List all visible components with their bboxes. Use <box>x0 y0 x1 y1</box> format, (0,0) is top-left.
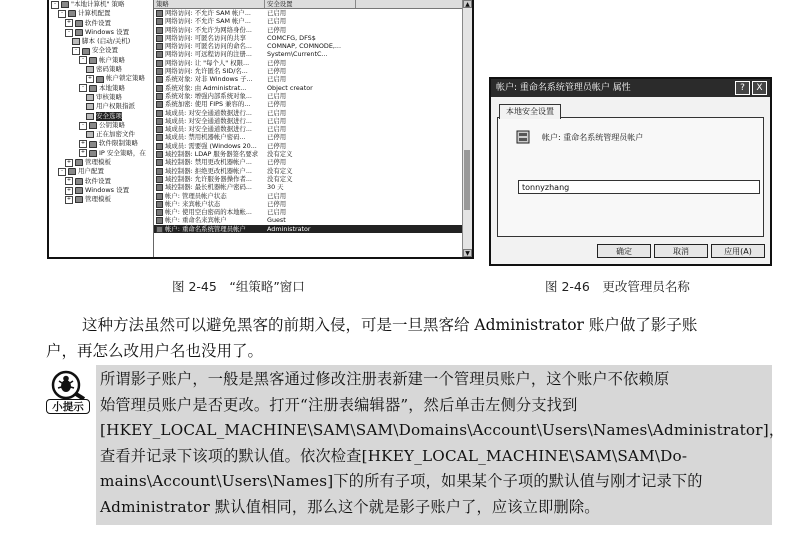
policy-setting: 没有定义 <box>267 166 293 175</box>
policy-name: 域成员: 对安全通道数据进行... <box>165 116 252 125</box>
tree-node[interactable] <box>49 46 153 55</box>
policy-setting: 已停用 <box>267 141 287 150</box>
policy-setting: 已停用 <box>267 58 287 67</box>
policy-item-icon <box>156 184 163 191</box>
policy-item-icon <box>156 76 163 83</box>
tree-node-label: 脚本 (启动/关机) <box>82 37 131 46</box>
policy-row[interactable] <box>154 34 462 42</box>
policy-node-icon <box>86 94 94 101</box>
policy-row[interactable] <box>154 192 462 200</box>
policy-name: 帐户: 重命名来宾帐户 <box>165 216 227 225</box>
policy-setting: 已停用 <box>267 133 287 142</box>
policy-item-icon <box>156 85 163 92</box>
policy-node-icon <box>86 113 94 120</box>
tip-badge: 小提示 <box>46 399 90 414</box>
policy-item-icon <box>156 10 163 17</box>
policy-row[interactable] <box>154 17 462 25</box>
paragraph-line-2: 户，再怎么改用户名也没用了。 <box>46 342 264 360</box>
policy-item-icon <box>156 143 163 150</box>
policy-item-icon <box>156 193 163 200</box>
policy-row[interactable] <box>154 117 462 125</box>
policy-row[interactable] <box>154 92 462 100</box>
policy-item-icon <box>156 101 163 108</box>
folder-icon <box>89 85 97 92</box>
tip-line: 查看并记录下该项的默认值。依次检查[HKEY_LOCAL_MACHINE\SAM\SAM\Do- <box>100 446 688 465</box>
policy-name: 帐户: 使用空白密码的本地帐... <box>165 208 252 217</box>
policy-setting: 已启用 <box>267 208 287 217</box>
tree-node-label: Windows 设置 <box>85 185 130 194</box>
policy-item-icon <box>156 159 163 166</box>
scroll-up-icon[interactable]: ▲ <box>463 0 472 8</box>
tree-node-label: 软件设置 <box>85 18 111 27</box>
collapse-icon[interactable]: - <box>79 56 87 64</box>
folder-icon <box>68 168 76 175</box>
policy-row[interactable] <box>154 133 462 141</box>
policy-setting: 已停用 <box>267 100 287 109</box>
tree-node[interactable] <box>49 28 153 37</box>
policy-list[interactable] <box>154 0 462 257</box>
policy-row[interactable] <box>154 84 462 92</box>
tree-node-label: 计算机配置 <box>78 9 111 18</box>
tree-node-label: 管理模板 <box>85 158 111 167</box>
tree-node[interactable] <box>49 121 153 130</box>
dialog-title: 帐户: 重命名系统管理员帐户 属性 <box>496 83 631 93</box>
tree-node-label: 审核策略 <box>96 92 122 101</box>
folder-icon <box>61 1 69 8</box>
policy-row[interactable] <box>154 167 462 175</box>
policy-item-icon <box>156 176 163 183</box>
policy-setting: 已启用 <box>267 191 287 200</box>
policy-row[interactable] <box>154 59 462 67</box>
policy-setting: 已启用 <box>267 75 287 84</box>
policy-item-icon <box>156 209 163 216</box>
tree-node[interactable] <box>49 9 153 18</box>
policy-node-icon <box>86 131 94 138</box>
policy-item-icon <box>156 18 163 25</box>
tree-node[interactable] <box>49 102 153 111</box>
vertical-scrollbar[interactable] <box>462 0 472 257</box>
admin-name-input[interactable]: tonnyzhang <box>518 180 760 194</box>
cancel-button[interactable]: 取消 <box>654 244 708 258</box>
tree-node[interactable] <box>49 139 153 148</box>
tree-node-label: 本地策略 <box>99 83 125 92</box>
policy-setting: 已启用 <box>267 91 287 100</box>
policy-setting: 已停用 <box>267 158 287 167</box>
tree-node[interactable] <box>49 112 153 121</box>
folder-icon <box>75 196 83 203</box>
collapse-icon[interactable]: - <box>58 10 66 18</box>
folder-icon <box>89 57 97 64</box>
policy-setting: System\CurrentC... <box>267 50 328 59</box>
policy-name: 帐户: 来宾帐户状态 <box>165 199 221 208</box>
policy-item-icon <box>156 168 163 175</box>
tree-node-label: 密码策略 <box>96 65 122 74</box>
policy-name: 网络访问: 不允许 SAM 帐户... <box>165 17 251 26</box>
policy-name: 网络访问: 允许匿名 SID/名... <box>165 67 248 76</box>
policy-setting: 已启用 <box>267 9 287 17</box>
policy-name: 网络访问: 可匿名访问的命名... <box>165 42 252 51</box>
tree-node[interactable] <box>49 56 153 65</box>
tree-node[interactable] <box>49 93 153 102</box>
column-header-setting[interactable]: 安全设置 <box>265 0 356 8</box>
policy-name: 网络访问: 不允许 SAM 帐户... <box>165 9 251 17</box>
policy-row[interactable] <box>154 150 462 158</box>
folder-icon <box>89 141 97 148</box>
expand-icon[interactable]: + <box>66 158 72 165</box>
tree-node[interactable] <box>49 74 153 83</box>
policy-row[interactable] <box>154 183 462 191</box>
policy-name: 域控制器: 最长机器帐户密码... <box>165 183 252 192</box>
tree-node[interactable] <box>49 0 153 9</box>
tree-node-label: 安全设置 <box>92 46 118 55</box>
tree-node[interactable] <box>49 195 153 204</box>
tree-node-label: 用户配置 <box>78 167 104 176</box>
policy-item-icon <box>156 27 163 34</box>
policy-setting: Administrator <box>267 224 311 233</box>
tree-node[interactable] <box>49 177 153 186</box>
expand-icon[interactable]: + <box>66 195 72 202</box>
policy-setting: Guest <box>267 216 286 225</box>
policy-setting: 已启用 <box>267 125 287 134</box>
rename-admin-dialog <box>489 77 772 266</box>
help-button[interactable]: ? <box>735 81 750 95</box>
policy-name: 网络访问: 让 "每个人" 权限... <box>165 58 250 67</box>
policy-setting: 已启用 <box>267 17 287 26</box>
apply-button[interactable]: 应用(A) <box>711 244 765 258</box>
tree-node-label: Windows 设置 <box>85 27 130 36</box>
policy-setting: 已停用 <box>267 199 287 208</box>
policy-name: 域成员: 对安全通道数据进行... <box>165 125 252 134</box>
policy-item-icon <box>156 93 163 100</box>
policy-row[interactable] <box>154 175 462 183</box>
policy-row[interactable] <box>154 50 462 58</box>
policy-name: 系统加密: 使用 FIPS 兼容的... <box>165 100 251 109</box>
tree-node-label: 软件设置 <box>85 176 111 185</box>
paragraph-line-1: 这种方法虽然可以避免黑客的前期入侵，可是一旦黑客给 Administrator 账户做了影子账 <box>82 316 698 334</box>
tree-node[interactable] <box>49 149 153 158</box>
folder-icon <box>75 187 83 194</box>
policy-name: 域控制器: 允许服务器操作者... <box>165 174 252 183</box>
policy-item-icon <box>156 201 163 208</box>
folder-icon <box>89 150 97 157</box>
policy-name: 域成员: 禁用机器帐户密码... <box>165 133 246 142</box>
folder-icon <box>68 10 76 17</box>
tree-node[interactable] <box>49 19 153 28</box>
collapse-icon[interactable]: - <box>79 84 87 92</box>
policy-setting: Object creator <box>267 83 313 92</box>
policy-name: 域成员: 对安全通道数据进行... <box>165 108 252 117</box>
collapse-icon[interactable]: - <box>65 29 73 37</box>
tree-node-label: 帐户锁定策略 <box>106 74 145 83</box>
policy-item-icon <box>156 126 163 133</box>
policy-list-header <box>154 0 462 9</box>
tree-node-label: 正在加密文件 <box>96 130 135 139</box>
policy-row[interactable] <box>154 208 462 216</box>
tree-node-label: 帐户策略 <box>99 55 125 64</box>
policy-setting: 没有定义 <box>267 150 293 159</box>
policy-item-icon <box>156 134 163 141</box>
policy-name: 系统对象: 对非 Windows 子... <box>165 75 253 84</box>
expand-icon[interactable]: + <box>80 149 86 156</box>
account-label: 帐户: 重命名系统管理员帐户 <box>542 133 644 142</box>
tree-node-label: 安全选项 <box>96 111 122 120</box>
folder-icon <box>75 20 83 27</box>
policy-name: 网络访问: 可远程访问的注册... <box>165 50 252 59</box>
tree-node-label: 用户权限指派 <box>96 102 135 111</box>
policy-row[interactable] <box>154 9 462 17</box>
policy-item-icon <box>156 60 163 67</box>
tab-local-security-setting[interactable]: 本地安全设置 <box>499 104 561 119</box>
collapse-icon[interactable]: - <box>58 168 66 176</box>
expand-icon[interactable]: + <box>87 75 93 82</box>
dialog-title-bar <box>491 79 770 97</box>
tree-node[interactable] <box>49 167 153 176</box>
collapse-icon[interactable]: - <box>51 1 59 9</box>
tree-node[interactable] <box>49 158 153 167</box>
policy-icon <box>516 130 530 144</box>
tip-line: mains\Account\Users\Names]下的所有子项，如果某个子项的默认值与刚才记录下的 <box>100 472 703 491</box>
policy-name: 域控制器: 拒绝更改机器帐户... <box>165 166 252 175</box>
folder-icon <box>75 29 83 36</box>
policy-item-icon <box>156 118 163 125</box>
tree-node[interactable] <box>49 65 153 74</box>
policy-name: 帐户: 重命名系统管理员帐户 <box>165 224 246 233</box>
collapse-icon[interactable]: - <box>72 47 80 55</box>
policy-row[interactable] <box>154 42 462 50</box>
policy-name: 域控制器: LDAP 服务器签名要求 <box>165 150 259 159</box>
policy-item-icon <box>156 43 163 50</box>
policy-item-icon <box>156 51 163 58</box>
policy-row[interactable] <box>154 109 462 117</box>
expand-icon[interactable]: + <box>66 186 72 193</box>
policy-name: 域成员: 需要强 (Windows 20... <box>165 141 257 150</box>
folder-icon <box>82 48 90 55</box>
policy-setting: COMCFG, DFS$ <box>267 33 316 42</box>
policy-name: 网络访问: 不允许为网络身份... <box>165 25 252 34</box>
scroll-down-icon[interactable]: ▼ <box>463 249 472 257</box>
tree-node-label: 管理模板 <box>85 195 111 204</box>
tree-node[interactable] <box>49 84 153 93</box>
scrollbar-thumb[interactable] <box>464 150 470 210</box>
expand-icon[interactable]: + <box>66 177 72 184</box>
policy-row[interactable] <box>154 200 462 208</box>
policy-name: 系统对象: 增强内部系统对象... <box>165 91 252 100</box>
figure-caption-2-46: 图 2-46 更改管理员名称 <box>545 279 690 294</box>
folder-icon <box>96 76 104 83</box>
policy-setting: 已停用 <box>267 67 287 76</box>
tree-node-label: "本地计算机" 策略 <box>71 0 125 8</box>
policy-row[interactable] <box>154 75 462 83</box>
group-policy-window <box>47 0 474 259</box>
policy-setting: 30 天 <box>267 183 284 192</box>
folder-icon <box>89 122 97 129</box>
tip-line: [HKEY_LOCAL_MACHINE\SAM\SAM\Domains\Account\Users\Names\Administrator]， <box>100 421 785 440</box>
policy-name: 域控制器: 禁用更改机器帐户... <box>165 158 252 167</box>
folder-icon <box>75 159 83 166</box>
figure-caption-2-45: 图 2-45 “组策略”窗口 <box>172 279 305 294</box>
policy-setting: 已停用 <box>267 25 287 34</box>
tip-line: 始管理员账户是否更改。打开“注册表编辑器”，然后单击左侧分支找到 <box>100 395 578 414</box>
policy-row[interactable] <box>154 26 462 34</box>
column-header-policy[interactable]: 策略 <box>154 0 265 8</box>
tip-line: Administrator 默认值相同，那么这个就是影子账户了，应该立即删除。 <box>100 498 600 516</box>
policy-item-icon <box>156 151 163 158</box>
dialog-panel <box>497 117 764 237</box>
policy-row[interactable] <box>154 158 462 166</box>
policy-name: 网络访问: 可匿名访问的共享 <box>165 33 246 42</box>
policy-setting: 已启用 <box>267 108 287 117</box>
policy-row[interactable] <box>154 216 462 224</box>
policy-name: 帐户: 管理员帐户状态 <box>165 191 227 200</box>
policy-item-icon <box>156 217 163 224</box>
body-paragraph <box>46 312 772 364</box>
policy-item-icon <box>156 226 163 233</box>
tree-node[interactable] <box>49 186 153 195</box>
tree-node-label: 软件限制策略 <box>99 139 138 148</box>
policy-setting: 没有定义 <box>267 174 293 183</box>
folder-icon <box>75 178 83 185</box>
expand-icon[interactable]: + <box>80 140 86 147</box>
policy-node-icon <box>86 103 94 110</box>
policy-row[interactable] <box>154 125 462 133</box>
policy-row[interactable] <box>154 100 462 108</box>
policy-row[interactable] <box>154 225 462 233</box>
ok-button[interactable]: 确定 <box>597 244 651 258</box>
policy-item-icon <box>156 35 163 42</box>
collapse-icon[interactable]: - <box>79 122 87 130</box>
tree-node-label: 公钥策略 <box>99 120 125 129</box>
policy-row[interactable] <box>154 67 462 75</box>
tree-node-label: IP 安全策略，在 <box>99 148 146 157</box>
policy-tree[interactable] <box>49 0 154 257</box>
policy-item-icon <box>156 68 163 75</box>
tip-line: 所谓影子账户，一般是黑客通过修改注册表新建一个管理员账户，这个账户不依赖原 <box>100 370 670 388</box>
expand-icon[interactable]: + <box>66 19 72 26</box>
policy-node-icon <box>72 38 80 45</box>
close-button[interactable]: X <box>752 81 767 95</box>
policy-row[interactable] <box>154 142 462 150</box>
policy-setting: COMNAP, COMNODE,... <box>267 42 341 51</box>
policy-setting: 已启用 <box>267 116 287 125</box>
policy-node-icon <box>86 66 94 73</box>
policy-name: 系统对象: 由 Administrat... <box>165 83 247 92</box>
policy-item-icon <box>156 110 163 117</box>
